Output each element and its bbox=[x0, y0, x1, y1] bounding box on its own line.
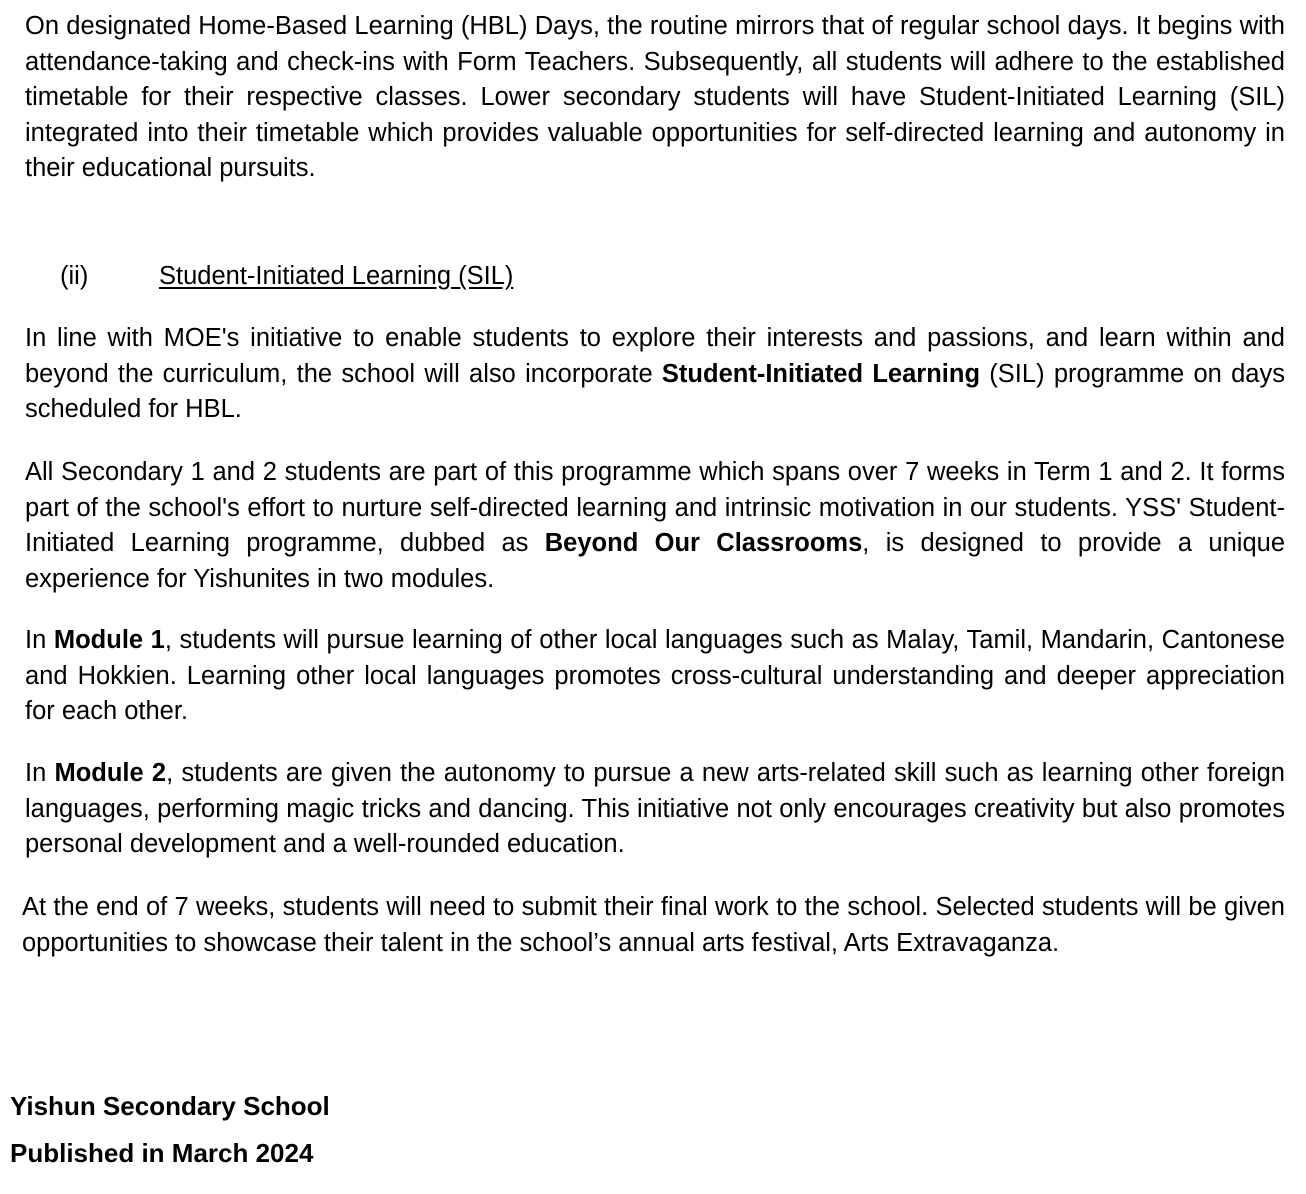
footer-school-name: Yishun Secondary School bbox=[10, 1091, 330, 1121]
module2-bold-term: Module 2 bbox=[54, 759, 167, 787]
end-paragraph: At the end of 7 weeks, students will need to submit their final work to the school. Selected students will be given opportunities to showcase their talent in the school’s annual arts festival, Arts Extravaganza. bbox=[22, 893, 1285, 957]
module2-paragraph: In Module 2, students are given the autonomy to pursue a new arts-related skill such as learning other foreign languages, performing magic tricks and dancing. This initiative not only encourages creativity but also promotes personal development and a well-rounded education. bbox=[25, 759, 1285, 858]
programme-paragraph: All Secondary 1 and 2 students are part of this programme which spans over 7 weeks in Term 1 and 2. It forms part of the school's effort to nurture self-directed learning and intrinsic motivation in our students. YSS' Student-Initiated Learning programme, dubbed as Beyond Our Classrooms, is designed to provide a unique experience for Yishunites in two modules. bbox=[25, 458, 1285, 593]
section-title: Student-Initiated Learning (SIL) bbox=[159, 262, 514, 290]
section-number: (ii) bbox=[60, 262, 89, 290]
section-heading bbox=[60, 259, 513, 295]
sil-bold-term: Student-Initiated Learning bbox=[661, 359, 981, 388]
module1-bold-term: Module 1 bbox=[53, 626, 165, 654]
module1-paragraph: In Module 1, students will pursue learning of other local languages such as Malay, Tamil, Mandarin, Cantonese and Hokkien. Learning other local languages promotes cross-cultural understanding and deeper appreciation for each other. bbox=[25, 626, 1285, 725]
hbl-days-paragraph: On designated Home-Based Learning (HBL) Days, the routine mirrors that of regular school days. It begins with attendance-taking and check-ins with Form Teachers. Subsequently, all students will adhere to the established timetable for their respective classes. Lower secondary students will have Student-Initiated Learning (SIL) integrated into their timetable which provides valuable opportunities for self-directed learning and autonomy in their educational pursuits. bbox=[25, 12, 1285, 182]
programme-bold-term: Beyond Our Classrooms bbox=[544, 529, 863, 557]
footer-published-date: Published in March 2024 bbox=[10, 1138, 314, 1168]
sil-intro-paragraph: In line with MOE's initiative to enable students to explore their interests and passions, and learn within and beyond the curriculum, the school will also incorporate Student-Initiated Learning (SIL) programme on days scheduled for HBL. bbox=[25, 324, 1285, 423]
